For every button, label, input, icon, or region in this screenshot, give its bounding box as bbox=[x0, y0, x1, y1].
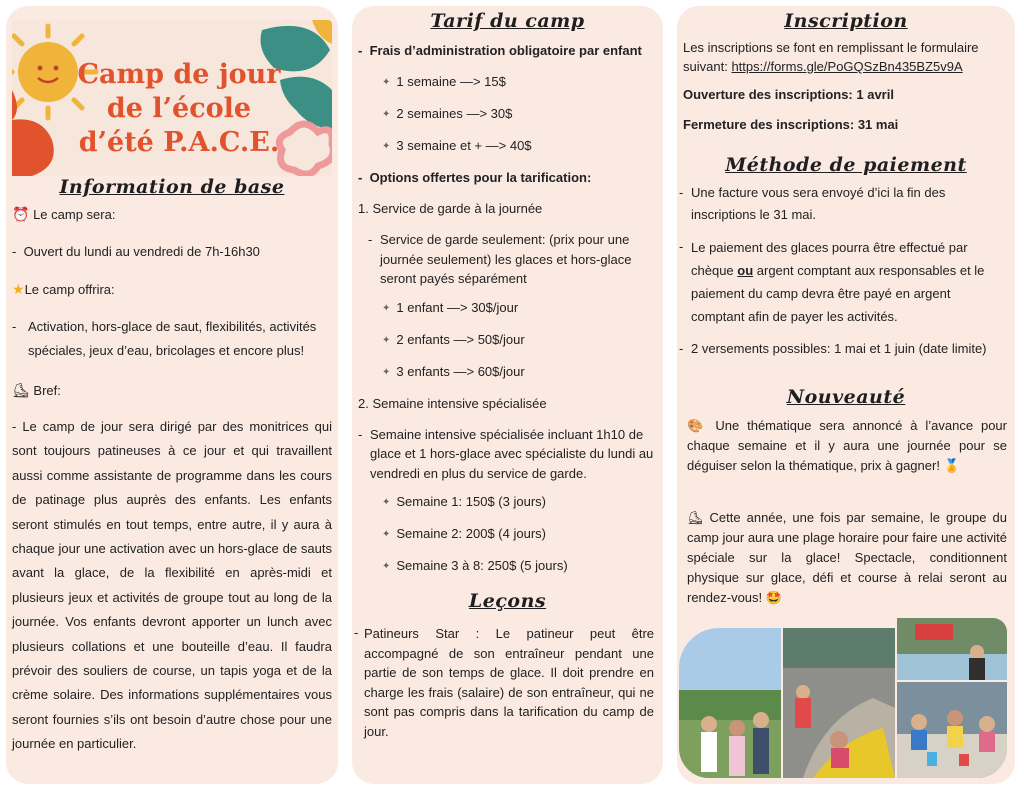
panel-inscription: Inscription Les inscriptions se font en remplissant le formulaire suivant: https://forms.gle/PoGQSzBn435BZ5v9A Ouverture des inscriptions: 1 avril Fermeture des inscriptions: 31 mai Méthode de paiement - Une facture vous sera envoyé d’ici la fin des inscriptions le 31 mai. - Le paiement des glaces pourra être effectué par chèque ou argent comptant aux responsables et le paiement du camp devra être payé en argent comptant afin de payer les activités. - 2 versements possibles: 1 mai et 1 juin (date limite) Nouveauté 🎨 Une thématique sera annoncé à l’avance pour chaque semaine et il y aura une journée pour se déguiser selon la thématique, prix à gagner! 🏅 ⛸ Cette année, une fois par semaine, le groupe du camp jour aura une plage horaire pour faire une activité spéciale sur la glace! Spectacle, conditionnent physique sur glace, défi et course à relai seront au rendez-vous! 🤩 bbox=[677, 6, 1015, 784]
option-2-description: Semaine intensive spécialisée incluant 1h10 de glace et 1 hors-glace avec spécialiste du lundi au vendredi en plus du service de garde. bbox=[370, 426, 654, 481]
banner-title-line3: d’été P.A.C.E. bbox=[78, 127, 280, 158]
heading-tarif-du-camp: Tarif du camp bbox=[430, 10, 585, 32]
ice-skate-icon: ⛸ bbox=[12, 382, 30, 398]
camp-banner bbox=[12, 20, 332, 176]
option-1-item-2: 2 enfants —> 50$/jour bbox=[396, 331, 525, 347]
photo-collage bbox=[679, 618, 1007, 778]
camp-offrira-label: Le camp offrira: bbox=[24, 282, 115, 297]
thematique-text: Une thématique sera annoncé à l’avance pour chaque semaine et il y aura une journée pour se déguiser selon la thématique, prix à gagner! bbox=[687, 418, 1007, 473]
photo-kids-outdoors bbox=[679, 628, 781, 778]
panel-information: Camp de jour de l’école d’été P.A.C.E. Information de base ⏰ Le camp sera: - Ouvert du lundi au vendredi de 7h-16h30 ★Le camp offrira: - Activation, hors-glace de saut, flexibilités, activités spéciales, jeux d’eau, bricolages et encore plus! ⛸ Bref: - Le camp de jour sera dirigé par des monitrices qui sont toujours patineuses à ce jour et qui travaillent aussi comme assistante de programme dans les cours de patinage plus auprès des enfants. Les enfants seront stimulés en tout temps, entre autre, il y aura à chaque jour une activation avec un hors-glace de sauts avant la glace, de la flexibilité en après-midi et plusieurs jeux et activités de groupe tout au long de la journée. Vos enfants devront apporter un lunch avec plusieurs collations et une bouteille d’eau. Il faudra prévoir des souliers de course, un tapis yoga et de la crème solaire. Des informations supplémentaires vous seront fournies s’ils ont besoin d’autre chose pour une journée en particulier. bbox=[6, 6, 338, 784]
option-2-item-3: Semaine 3 à 8: 250$ (5 jours) bbox=[396, 558, 568, 573]
option-1-item-3: 3 enfants —> 60$/jour bbox=[396, 363, 525, 379]
ice-skate-icon: ⛸ bbox=[687, 510, 704, 525]
inscription-text: Les inscriptions se font en remplissant le formulaire suivant: bbox=[683, 40, 979, 74]
photo-crafts-table bbox=[897, 682, 1007, 778]
lecons-text: Patineurs Star : Le patineur peut être accompagné de son entraîneur pendant une partie de son temps de glace. Il doit prendre en charge les frais (salaire) de son entraîneur, qui ne sont pas compris dans la tarification du camp de jour. bbox=[364, 626, 654, 739]
option-1-item-1: 1 enfant —> 30$/jour bbox=[396, 299, 519, 315]
paiement-text-b: argent comptant aux responsables et le paiement du camp devra être payé en argent comptant afin de payer les activités. bbox=[691, 263, 985, 324]
heading-methode-de-paiement: Méthode de paiement bbox=[725, 154, 967, 176]
heading-inscription: Inscription bbox=[784, 10, 908, 32]
fermeture-text: Fermeture des inscriptions: 31 mai bbox=[683, 117, 899, 132]
heading-information-de-base: Information de base bbox=[59, 176, 285, 198]
camp-sera-label: Le camp sera: bbox=[33, 207, 116, 222]
frais-item-1: 1 semaine —> 15$ bbox=[396, 74, 506, 89]
option-1-label: 1. Service de garde à la journée bbox=[358, 201, 543, 216]
heading-nouveaute: Nouveauté bbox=[786, 386, 906, 408]
star-struck-face-icon: 🤩 bbox=[765, 590, 782, 605]
description-paragraph: - Le camp de jour sera dirigé par des monitrices qui sont toujours patineuses à ce jour et qui travaillent aussi comme assistante de programme dans les cours de patinage plus auprès des enfants. Les enfants seront stimulés en tout temps, entre autre, il y aura à chaque jour une activation avec un hors-glace de sauts avant la glace, de la flexibilité en après-midi et plusieurs jeux et activités de groupe tout au long de la journée. Vos enfants devront apporter un lunch avec plusieurs collations et une bouteille d’eau. Il faudra prévoir des souliers de course, un tapis yoga et de la crème solaire. Des informations supplémentaires vous seront fournies s’ils ont besoin d’autre chose pour une journée en particulier. bbox=[12, 419, 332, 752]
paiement-ou: ou bbox=[737, 263, 754, 278]
ouverture-text: Ouverture des inscriptions: 1 avril bbox=[683, 87, 894, 102]
medal-icon: 🏅 bbox=[943, 458, 960, 473]
option-1-description: Service de garde seulement: (prix pour une journée seulement) les glaces et hors-glace seront payés séparément bbox=[380, 232, 632, 286]
inscription-form-link[interactable]: https://forms.gle/PoGQSzBn435BZ5v9A bbox=[731, 59, 963, 74]
bref-label: Bref: bbox=[33, 383, 61, 398]
versements-text: 2 versements possibles: 1 mai et 1 juin (date limite) bbox=[691, 341, 987, 356]
heading-lecons: Leçons bbox=[468, 590, 547, 612]
option-2-item-2: Semaine 2: 200$ (4 jours) bbox=[396, 526, 546, 541]
alarm-clock-icon: ⏰ bbox=[12, 206, 30, 222]
facture-text: Une facture vous sera envoyé d’ici la fin des inscriptions le 31 mai. bbox=[691, 185, 946, 222]
star-icon: ★ bbox=[12, 281, 25, 297]
frais-item-2: 2 semaines —> 30$ bbox=[396, 106, 513, 121]
ouvert-text: Ouvert du lundi au vendredi de 7h-16h30 bbox=[23, 244, 260, 259]
photo-pool bbox=[897, 618, 1007, 680]
paiement-text-a: Le paiement des glaces pourra être effectué par chèque bbox=[691, 240, 968, 278]
annee-text: Cette année, une fois par semaine, le groupe du camp jour aura une plage horaire pour faire une activité spéciale sur la glace! Spectacle, conditionnent physique sur glace, défi et course à relai seront au rendez-vous! bbox=[687, 510, 1007, 605]
banner-title-line2: de l’école bbox=[106, 93, 252, 124]
frais-label: Frais d’administration obligatoire par enfant bbox=[369, 43, 642, 58]
photo-water-slide bbox=[783, 628, 895, 778]
frais-item-3: 3 semaine et + —> 40$ bbox=[396, 138, 532, 153]
options-label: Options offertes pour la tarification: bbox=[369, 170, 592, 185]
option-2-label: 2. Semaine intensive spécialisée bbox=[358, 395, 547, 411]
activation-text: Activation, hors-glace de saut, flexibilités, activités spéciales, jeux d’eau, bricolages et encore plus! bbox=[28, 319, 317, 358]
banner-title-line1: Camp de jour bbox=[77, 59, 281, 90]
panel-tarif: Tarif du camp - Frais d’administration obligatoire par enfant ✦ 1 semaine —> 15$ ✦ 2 semaines —> 30$ ✦ 3 semaine et + —> 40$ - Options offertes pour la tarification: 1. Service de garde à la journée - Service de garde seulement: (prix pour une journée seulement) les glaces et hors-glace seront payés séparément ✦ 1 enfant —> 30$/jour ✦ 2 enfants —> 50$/jour ✦ 3 enfants —> 60$/jour 2. Semaine intensive spécialisée - Semaine intensive spécialisée incluant 1h10 de glace et 1 hors-glace avec spécialiste du lundi au vendredi en plus du service de garde. ✦ Semaine 1: 150$ (3 jours) ✦ Semaine 2: 200$ (4 jours) ✦ Semaine 3 à 8: 250$ (5 jours) Leçons - Patineurs Star : Le patineur peut être accompagné de son entraîneur pendant une partie de son temps de glace. Il doit prendre en charge les frais (salaire) de son entraîneur, qui ne sont pas compris dans la tarification du camp de jour. bbox=[352, 6, 663, 784]
option-2-item-1: Semaine 1: 150$ (3 jours) bbox=[396, 494, 546, 509]
palette-icon: 🎨 bbox=[687, 418, 708, 433]
